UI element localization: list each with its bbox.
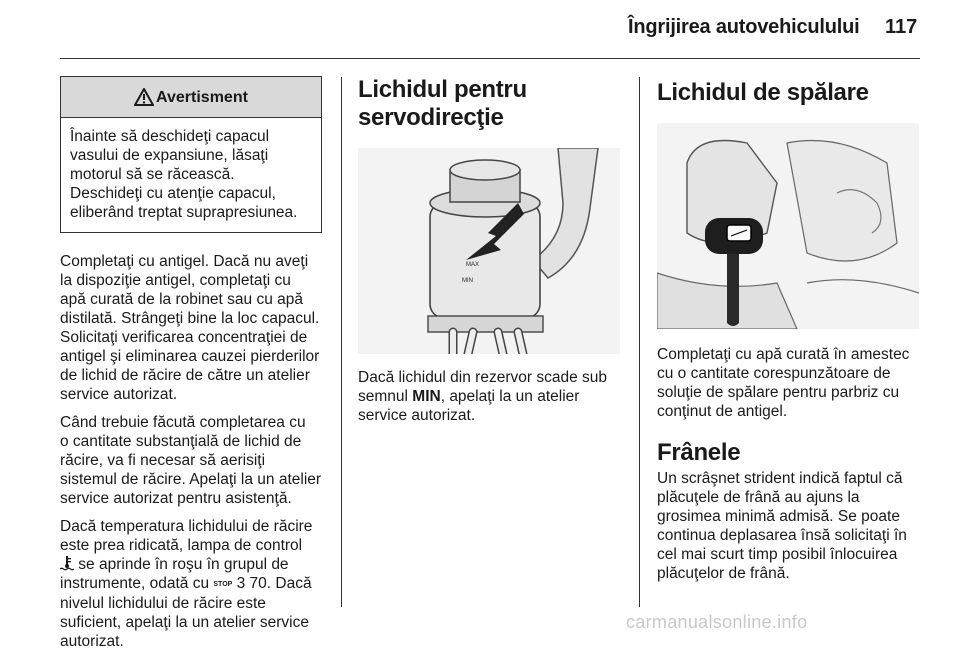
warning-triangle-icon (134, 88, 154, 106)
middle-column (358, 76, 628, 425)
washer-fluid-paragraph: Completaţi cu apă curată în amestec cu o cantitate corespunzătoare de soluţie de spălare pentru parbriz cu conţinut de antigel. (657, 346, 910, 420)
page-reference-arrow-icon: 3 (236, 575, 246, 592)
power-steering-reservoir-illustration (358, 148, 620, 354)
warning-body (61, 118, 321, 232)
column-divider-1 (341, 77, 342, 607)
coolant-paragraph-1: Completaţi cu antigel. Dacă nu aveţi la dispoziţie antigel, completaţi cu apă curată de la robinet sau cu apă distilată. Strângeţi bine la loc capacul. Solicitaţi verificarea concentraţiei de antigel şi eliminarea cauzei pierderilor de lichid de răcire de către un atelier service autorizat. (60, 253, 320, 403)
header-divider (60, 58, 920, 59)
warning-title: Avertisment (156, 88, 248, 106)
brakes-heading: Frânele (657, 439, 741, 466)
max-level-mark: MAX (466, 262, 480, 268)
warning-line: Înainte să deschideţi capacul (70, 128, 270, 145)
page-number: 117 (885, 16, 918, 38)
warning-line: motorul să se răcească. (70, 166, 235, 183)
power-steering-text: Dacă lichidul din rezervor scade sub semnul MIN, apelaţi la un atelier service autorizat. (358, 369, 607, 424)
min-level-mark: MIN (462, 278, 473, 284)
warning-line: eliberând treptat suprapresiunea. (70, 204, 298, 221)
reservoir-drawing (358, 148, 620, 354)
warning-box (60, 76, 322, 233)
coolant-temperature-icon (60, 556, 74, 571)
coolant-paragraph-3: Dacă temperatura lichidului de răcire este prea ridicată, lampa de control se aprinde în roşu în grupul de instrumente, odată cu STOP 3 70. Dacă nivelul lichidului de răcire este suficient, apelaţi la un atelier service autorizat. (60, 518, 313, 650)
warning-line: Deschideţi cu atenţie capacul, (70, 185, 276, 202)
site-watermark: carmanualsonline.info (626, 612, 808, 632)
washer-fluid-illustration (657, 123, 919, 329)
page-header-title: Îngrijirea autovehiculului (628, 16, 860, 38)
stop-indicator-label: STOP (213, 581, 233, 588)
coolant-paragraph-2: Când trebuie făcută completarea cu o cantitate substanţială de lichid de răcire, va fi necesar să aerisiţi sistemul de răcire. Apelaţi la un atelier service autorizat pentru asistenţă. (60, 414, 322, 507)
right-column (657, 76, 925, 583)
left-column (60, 76, 330, 660)
min-mark-label: MIN (412, 388, 441, 405)
column-divider-2 (639, 77, 640, 607)
washer-fluid-heading: Lichidul de spălare (657, 79, 869, 106)
washer-reservoir-drawing (657, 123, 919, 329)
brakes-paragraph: Un scrâşnet strident indică faptul că plăcuţele de frână au ajuns la grosimea minimă admisă. Se poate continua deplasarea însă solicitaţi în cel mai scurt timp posibil înlocuirea plăcuţelor de frână. (657, 470, 907, 582)
power-steering-heading: Lichidul pentru servodirecţie (358, 76, 527, 131)
warning-header (61, 77, 321, 118)
warning-line: vasului de expansiune, lăsaţi (70, 147, 269, 164)
